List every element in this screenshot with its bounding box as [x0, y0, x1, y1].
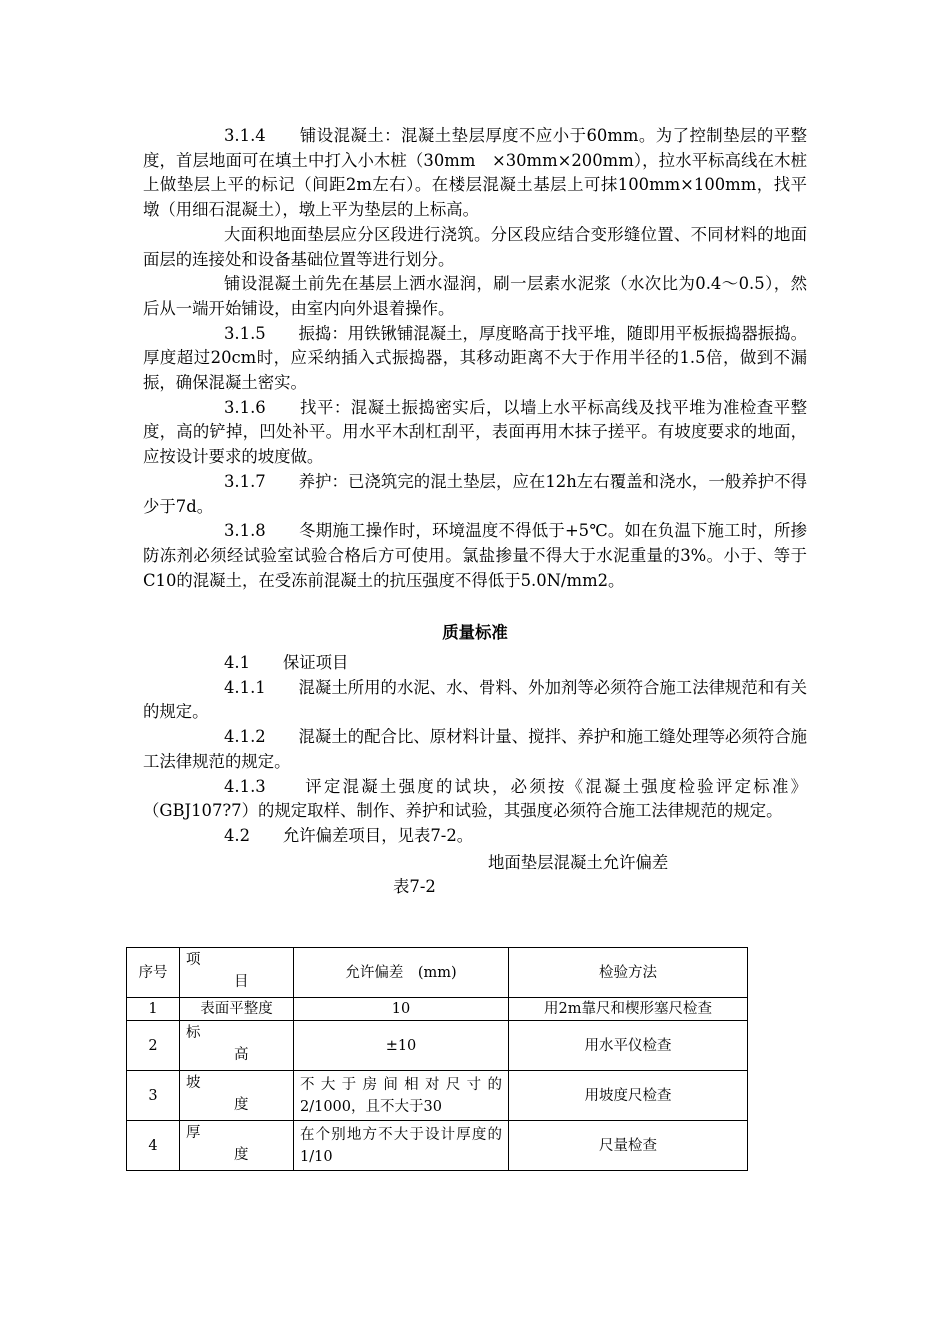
table-row	[127, 1021, 748, 1071]
row-item-b: 高	[234, 1047, 249, 1063]
row-method: 尺量检查	[509, 1121, 748, 1171]
row-item	[180, 1071, 294, 1121]
paragraph-4-1: 4.1 保证项目	[224, 653, 349, 673]
header-no: 序号	[127, 948, 180, 998]
row-item-b: 度	[234, 1147, 249, 1163]
row-item-a: 标	[186, 1025, 201, 1041]
row-method: 用坡度尺检查	[509, 1071, 748, 1121]
table-row	[127, 1121, 748, 1171]
row-tolerance: 10	[294, 998, 509, 1021]
row-item	[180, 1021, 294, 1071]
section-heading: 质量标准	[442, 623, 508, 643]
document-body	[143, 124, 807, 904]
row-item	[180, 1121, 294, 1171]
row-tolerance: 在个别地方不大于设计厚度的1/10	[294, 1121, 509, 1171]
row-tolerance: ±10	[294, 1021, 509, 1071]
table-row	[127, 1071, 748, 1121]
row-item: 表面平整度	[180, 998, 294, 1021]
paragraph-3-1-6: 3.1.6 找平：混凝土振捣密实后，以墙上水平标高线及找平堆为准检查平整度，高的铲掉，凹处补平。用水平木刮杠刮平，表面再用木抹子搓平。有坡度要求的地面，应按设计要求的坡度做。	[143, 397, 807, 467]
paragraph-4-1-2: 4.1.2 混凝土的配合比、原材料计量、搅拌、养护和施工缝处理等必须符合施工法律规范的规定。	[143, 727, 807, 771]
header-item-b: 目	[234, 974, 249, 990]
tolerance-table	[126, 947, 748, 1171]
row-method: 用2m靠尺和楔形塞尺检查	[509, 998, 748, 1021]
paragraph-wetting: 铺设混凝土前先在基层上洒水湿润，刷一层素水泥浆（水次比为0.4～0.5），然后从一端开始铺设，由室内向外退着操作。	[143, 274, 807, 318]
paragraph-zoning: 大面积地面垫层应分区段进行浇筑。分区段应结合变形缝位置、不同材料的地面面层的连接处和设备基础位置等进行划分。	[143, 224, 807, 269]
table-title: 地面垫层混凝土允许偏差	[488, 852, 669, 872]
row-no: 3	[127, 1071, 180, 1121]
row-no: 2	[127, 1021, 180, 1071]
row-no: 1	[127, 998, 180, 1021]
header-method: 检验方法	[509, 948, 748, 998]
paragraph-4-1-3: 4.1.3 评定混凝土强度的试块，必须按《混凝土强度检验评定标准》（GBJ107?7）的规定取样、制作、养护和试验，其强度必须符合施工法律规范的规定。	[143, 776, 807, 821]
paragraph-3-1-5: 3.1.5 振捣：用铁锹铺混凝土，厚度略高于找平堆，随即用平板振捣器振捣。厚度超过20cm时，应采纳插入式振捣器，其移动距离不大于作用半径的1.5倍，做到不漏振，确保混凝土密实。	[143, 323, 807, 393]
header-tolerance: 允许偏差 (mm)	[294, 948, 509, 998]
paragraph-3-1-7: 3.1.7 养护：已浇筑完的混土垫层，应在12h左右覆盖和浇水，一般养护不得少于7d。	[143, 471, 807, 516]
row-item-a: 坡	[186, 1075, 201, 1091]
row-tolerance: 不大于房间相对尺寸的2/1000，且不大于30	[294, 1071, 509, 1121]
row-item-b: 度	[234, 1097, 249, 1113]
table-header-row	[127, 948, 748, 998]
paragraph-4-1-1: 4.1.1 混凝土所用的水泥、水、骨料、外加剂等必须符合施工法律规范和有关的规定。	[143, 677, 807, 722]
header-item-a: 项	[186, 952, 201, 968]
row-method: 用水平仪检查	[509, 1021, 748, 1071]
table-number: 表7-2	[393, 877, 436, 897]
row-no: 4	[127, 1121, 180, 1171]
row-item-a: 厚	[186, 1125, 201, 1141]
paragraph-4-2: 4.2 允许偏差项目，见表7-2。	[224, 825, 474, 845]
header-item	[180, 948, 294, 998]
paragraph-3-1-4: 3.1.4 铺设混凝土：混凝土垫层厚度不应小于60mm。为了控制垫层的平整度，首层地面可在填土中打入小木桩（30mm ×30mm×200mm），拉水平标高线在木桩上做垫层上平的标记（间距2m左右）。在楼层混凝土基层上可抹100mm×100mm，找平墩（用细石混凝土），墩上平为垫层的上标高。	[143, 126, 807, 220]
table-row	[127, 998, 748, 1021]
paragraph-3-1-8: 3.1.8 冬期施工操作时，环境温度不得低于+5℃。如在负温下施工时，所掺防冻剂必须经试验室试验合格后方可使用。氯盐掺量不得大于水泥重量的3%。小于、等于C10的混凝土，在受冻前混凝土的抗压强度不得低于5.0N/mm2。	[143, 521, 807, 590]
